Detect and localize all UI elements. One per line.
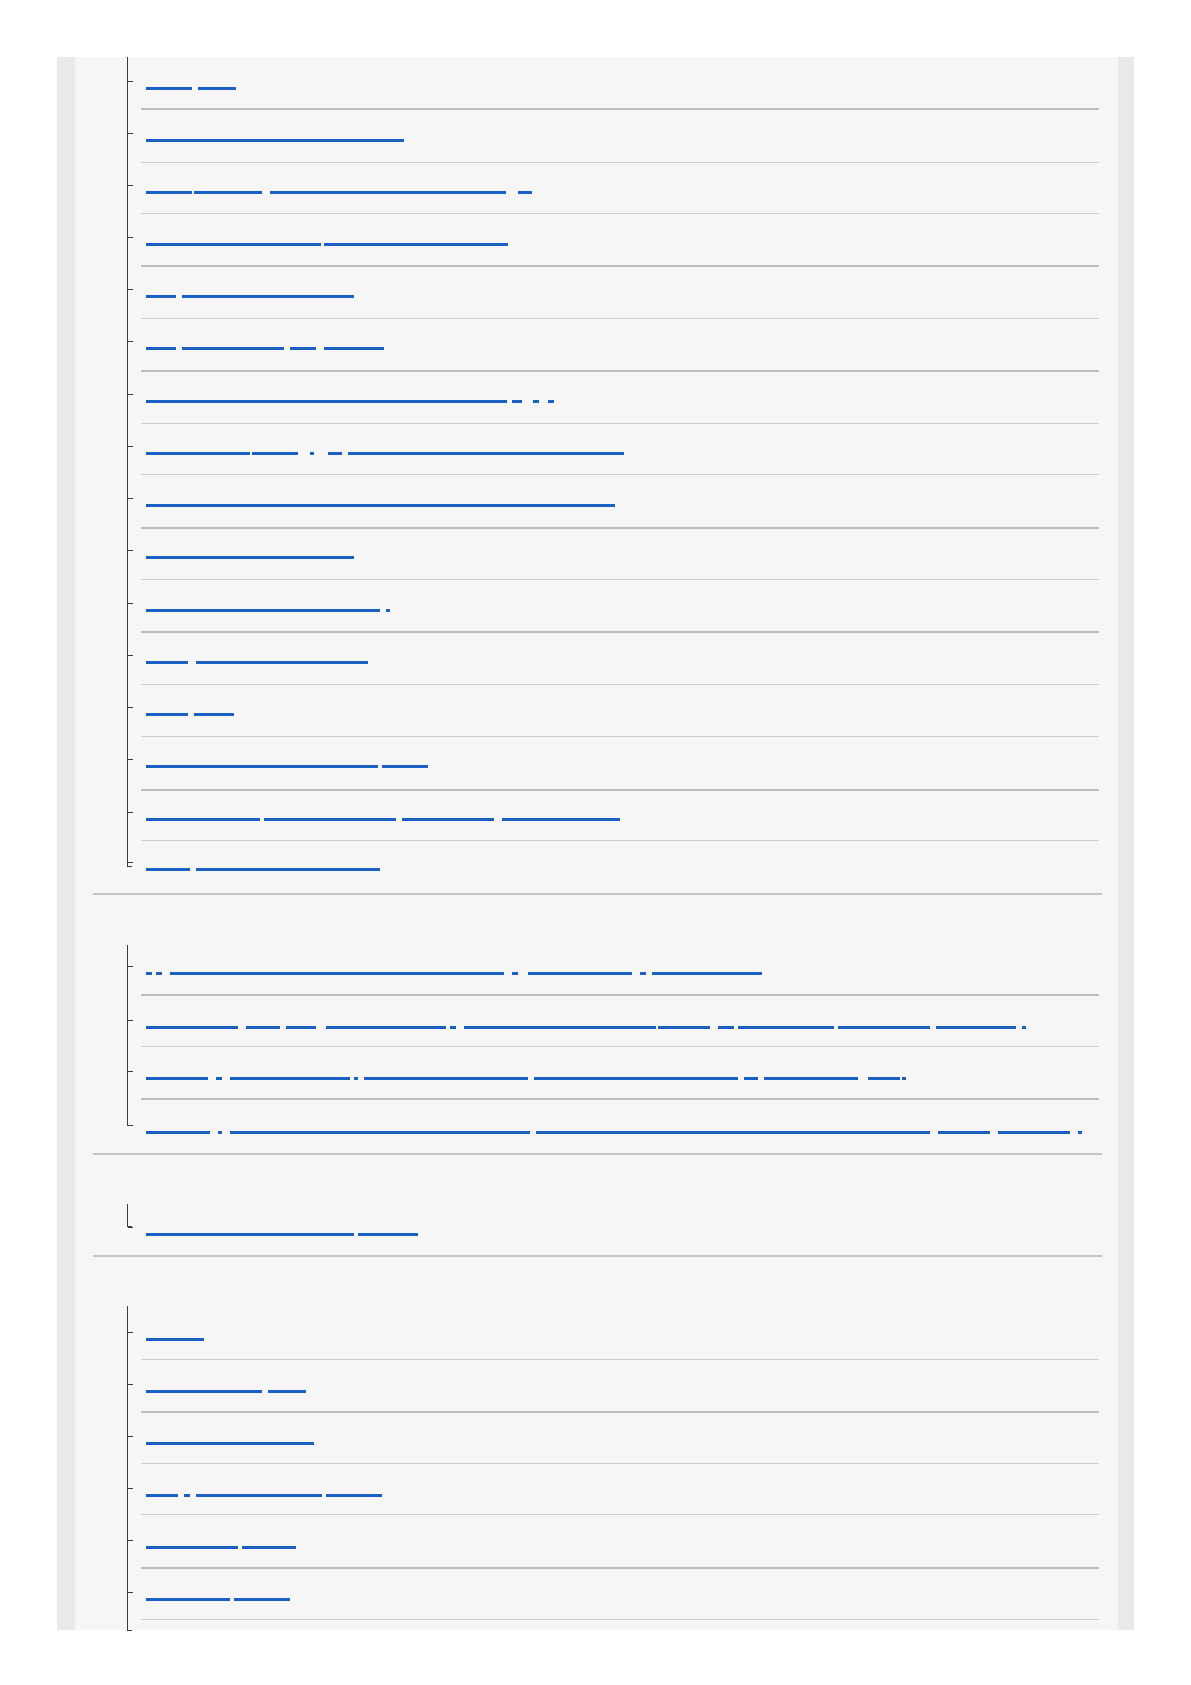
link-underline [324, 347, 384, 350]
row-divider [141, 213, 1099, 214]
toc-link[interactable] [146, 1131, 1082, 1135]
link-underline [146, 661, 188, 664]
row-divider [141, 265, 1099, 267]
link-underline [936, 1026, 1016, 1029]
row-divider [141, 1411, 1099, 1413]
link-underline [184, 1494, 190, 1497]
group-divider [93, 893, 1102, 895]
row-divider [141, 1463, 1099, 1464]
tree-tick [128, 1488, 133, 1489]
link-underline [194, 713, 234, 716]
tree-tick [128, 1384, 133, 1385]
row-divider [141, 318, 1099, 319]
row-divider [141, 1098, 1099, 1100]
toc-link[interactable] [146, 139, 404, 143]
tree-tick [128, 81, 133, 82]
link-underline [326, 1494, 382, 1497]
link-underline [502, 818, 620, 821]
toc-link[interactable] [146, 504, 615, 508]
link-underline [182, 295, 354, 298]
link-underline [518, 191, 532, 194]
row-divider [141, 1619, 1099, 1620]
link-underline [738, 1026, 834, 1029]
link-underline [146, 1338, 204, 1341]
tree-tick [128, 1540, 133, 1541]
link-underline [196, 661, 368, 664]
link-underline [358, 1233, 418, 1236]
toc-link[interactable] [146, 972, 762, 976]
link-underline [146, 400, 507, 403]
link-underline [348, 452, 624, 455]
link-underline [146, 243, 321, 246]
link-underline [146, 1131, 210, 1134]
link-underline [146, 1494, 178, 1497]
row-divider [141, 1359, 1099, 1360]
link-underline [230, 1131, 530, 1134]
link-underline [246, 1026, 280, 1029]
link-underline [744, 1077, 758, 1080]
link-underline [196, 1494, 322, 1497]
tree-tick [128, 1071, 133, 1072]
link-underline [242, 1546, 296, 1549]
link-underline [652, 972, 762, 975]
tree-tick [128, 1436, 133, 1437]
toc-link[interactable] [146, 868, 380, 872]
toc-link[interactable] [146, 661, 368, 665]
link-underline [146, 1233, 354, 1236]
tree-tick [128, 446, 133, 447]
link-underline [146, 713, 188, 716]
link-underline [146, 191, 192, 194]
toc-link[interactable] [146, 295, 354, 299]
toc-link[interactable] [146, 1390, 306, 1394]
link-underline [170, 972, 504, 975]
row-divider [141, 579, 1099, 580]
link-underline [533, 400, 539, 403]
row-divider [141, 474, 1099, 475]
toc-link[interactable] [146, 1026, 1026, 1030]
toc-link[interactable] [146, 609, 390, 613]
tree-tick [128, 498, 133, 499]
link-underline [146, 1598, 230, 1601]
tree-tick [128, 603, 133, 604]
link-underline [198, 87, 236, 90]
link-underline [270, 191, 506, 194]
link-underline [146, 609, 380, 612]
row-divider [141, 423, 1099, 424]
tree-tick [128, 394, 133, 395]
link-underline [838, 1026, 930, 1029]
link-underline [286, 1026, 316, 1029]
toc-link[interactable] [146, 1233, 418, 1237]
toc-link[interactable] [146, 713, 234, 717]
link-underline [868, 1077, 900, 1080]
link-underline [464, 1026, 656, 1029]
link-underline [310, 452, 314, 455]
row-divider [141, 162, 1099, 163]
tree-tick [128, 966, 133, 967]
toc-link[interactable] [146, 1598, 290, 1602]
toc-link[interactable] [146, 1338, 204, 1342]
toc-link[interactable] [146, 452, 624, 456]
tree-tick [128, 862, 133, 863]
toc-link[interactable] [146, 1494, 382, 1498]
group-divider [93, 1153, 1102, 1155]
link-underline [402, 818, 494, 821]
link-underline [326, 1026, 446, 1029]
link-underline [146, 1077, 208, 1080]
tree-tick [128, 289, 133, 290]
link-underline [216, 1077, 222, 1080]
link-underline [938, 1131, 990, 1134]
link-underline [764, 1077, 858, 1080]
row-divider [141, 789, 1099, 791]
link-underline [146, 139, 404, 142]
link-underline [528, 972, 632, 975]
link-underline [194, 191, 262, 194]
link-underline [146, 452, 250, 455]
link-underline [146, 1442, 314, 1445]
link-underline [146, 972, 152, 975]
tree-tick [128, 1592, 133, 1593]
tree-line [127, 57, 128, 866]
link-underline [1022, 1026, 1026, 1029]
link-underline [146, 504, 615, 507]
link-underline [218, 1131, 222, 1134]
tree-tick [128, 550, 133, 551]
tree-tick [128, 1332, 133, 1333]
link-underline [512, 400, 522, 403]
tree-tick [128, 185, 133, 186]
link-underline [146, 295, 176, 298]
row-divider [141, 1046, 1099, 1047]
link-underline [534, 1077, 738, 1080]
link-underline [658, 1026, 710, 1029]
row-divider [141, 527, 1099, 529]
tree-line [127, 1204, 128, 1226]
tree-tick [128, 1125, 133, 1126]
toc-link[interactable] [146, 243, 508, 247]
link-underline [324, 243, 508, 246]
toc-link[interactable] [146, 191, 532, 195]
link-underline [512, 972, 518, 975]
link-underline [328, 452, 342, 455]
tree-line [127, 945, 128, 1125]
toc-link[interactable] [146, 556, 354, 560]
link-underline [182, 347, 284, 350]
link-underline [354, 1077, 358, 1080]
link-underline [146, 1390, 262, 1393]
link-underline [146, 1026, 238, 1029]
tree-tick [128, 341, 133, 342]
link-underline [196, 868, 380, 871]
tree-tick [128, 812, 133, 813]
link-underline [902, 1077, 906, 1080]
link-underline [252, 452, 298, 455]
link-underline [290, 347, 316, 350]
link-underline [386, 609, 390, 612]
link-underline [230, 1077, 350, 1080]
row-divider [141, 994, 1099, 996]
toc-link[interactable] [146, 1546, 296, 1550]
tree-tick [128, 707, 133, 708]
toc-link[interactable] [146, 400, 554, 404]
link-underline [146, 765, 378, 768]
link-underline [1078, 1131, 1082, 1134]
link-underline [640, 972, 646, 975]
row-divider [141, 1567, 1099, 1569]
link-underline [536, 1131, 930, 1134]
link-underline [146, 1546, 238, 1549]
link-underline [156, 972, 162, 975]
link-underline [364, 1077, 528, 1080]
link-underline [146, 818, 260, 821]
row-divider [141, 736, 1099, 737]
tree-tick [128, 237, 133, 238]
link-underline [234, 1598, 290, 1601]
link-underline [718, 1026, 734, 1029]
toc-link[interactable] [146, 347, 384, 351]
link-underline [450, 1026, 456, 1029]
tree-line-end [127, 1630, 132, 1631]
row-divider [141, 1514, 1099, 1515]
link-underline [268, 1390, 306, 1393]
tree-line-end [127, 866, 132, 867]
tree-tick [128, 759, 133, 760]
link-underline [146, 868, 190, 871]
row-divider [141, 631, 1099, 633]
tree-tick [128, 133, 133, 134]
toc-link[interactable] [146, 765, 428, 769]
toc-link[interactable] [146, 818, 620, 822]
link-underline [548, 400, 554, 403]
toc-link[interactable] [146, 1442, 314, 1446]
tree-tick [128, 1227, 133, 1228]
link-underline [146, 87, 192, 90]
link-underline [146, 556, 354, 559]
page-content [75, 57, 1118, 1630]
tree-tick [128, 1020, 133, 1021]
tree-tick [128, 655, 133, 656]
group-divider [93, 1255, 1102, 1257]
row-divider [141, 840, 1099, 841]
toc-link[interactable] [146, 1077, 906, 1081]
row-divider [141, 370, 1099, 372]
link-underline [382, 765, 428, 768]
link-underline [264, 818, 396, 821]
toc-link[interactable] [146, 87, 236, 91]
tree-line [127, 1306, 128, 1630]
row-divider [141, 684, 1099, 685]
link-underline [998, 1131, 1070, 1134]
link-underline [146, 347, 176, 350]
row-divider [141, 108, 1099, 110]
